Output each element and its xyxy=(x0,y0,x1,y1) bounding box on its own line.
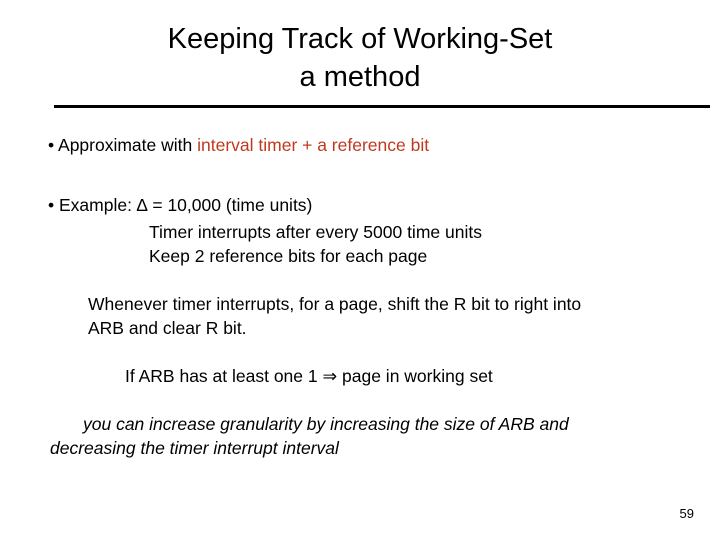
title-line-2: a method xyxy=(299,61,421,93)
note-line-2: decreasing the timer interrupt interval xyxy=(50,438,339,458)
title-divider xyxy=(54,105,710,108)
paragraph-shift-line-1: Whenever timer interrupts, for a page, shift the R bit to right into xyxy=(88,294,582,314)
page-number: 59 xyxy=(679,506,694,521)
example-sub-timer: Timer interrupts after every 5000 time units xyxy=(149,222,482,242)
bullet-approximate-highlight: interval timer + a reference bit xyxy=(197,135,430,155)
bullet-approximate-text: • Approximate with xyxy=(48,135,198,155)
paragraph-shift-line-2: ARB and clear R bit. xyxy=(88,318,247,338)
slide-title xyxy=(0,20,720,96)
title-line-1: Keeping Track of Working-Set xyxy=(167,23,553,55)
note-line-1: you can increase granularity by increasing the size of ARB and xyxy=(83,414,569,434)
bullet-approximate xyxy=(48,133,429,157)
example-sub-bits: Keep 2 reference bits for each page xyxy=(149,246,428,266)
bullet-example: • Example: ∆ = 10,000 (time units) xyxy=(48,195,313,215)
paragraph-arb-check: If ARB has at least one 1 ⇒ page in working set xyxy=(125,366,493,386)
